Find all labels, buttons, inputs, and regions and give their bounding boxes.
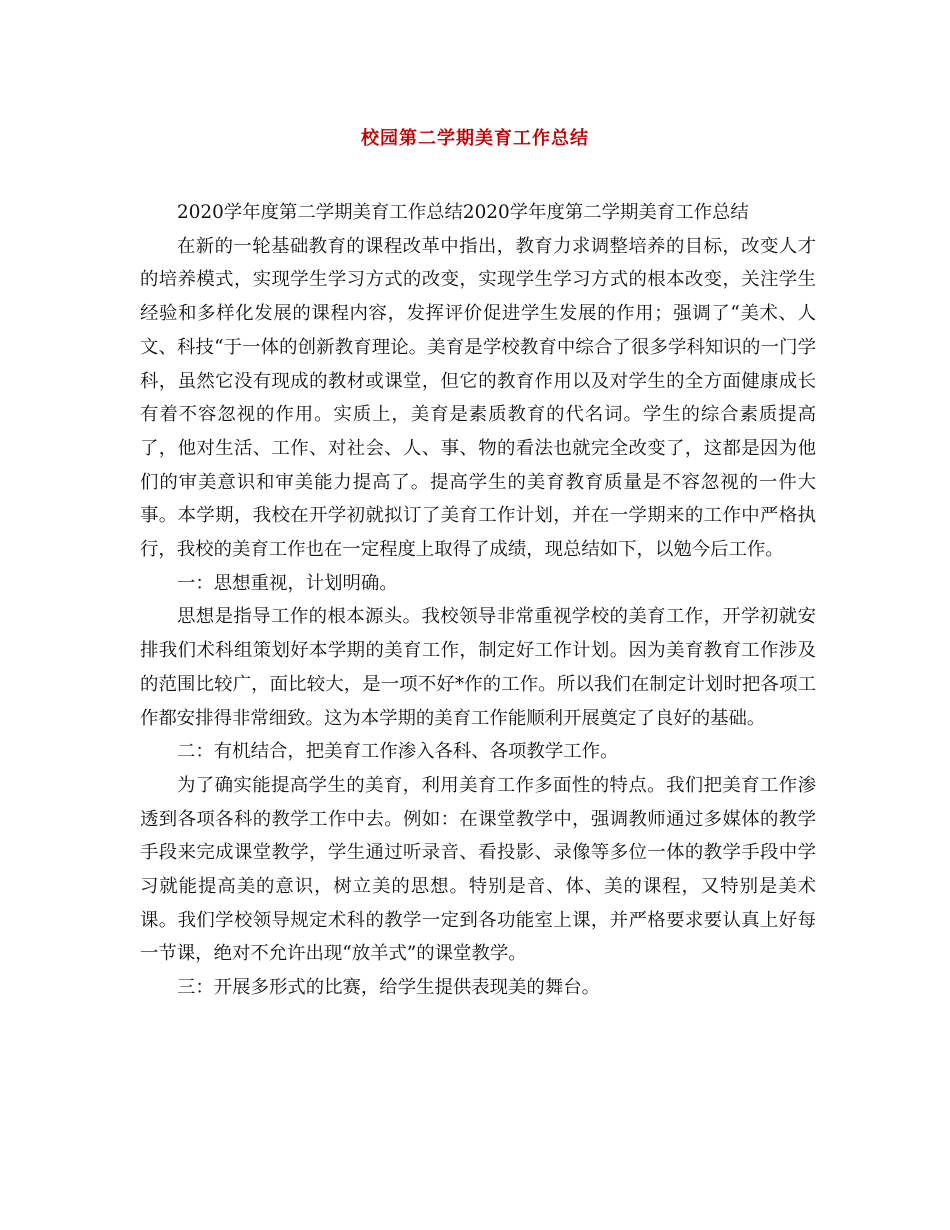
section-heading-1: 一：思想重视，计划明确。 xyxy=(177,572,398,594)
section-heading-3: 三：开展多形式的比赛，给学生提供表现美的舞台。 xyxy=(177,977,600,999)
paragraph-section-2: 为了确实能提高学生的美育，利用美育工作多面性的特点。我们把美育工作渗透到各项各科的教学工作中去。例如：在课堂教学中，强调教师通过多媒体的教学手段来完成课堂教学，学生通过听录音、看投影、录像等多位一体的教学手段中学习就能提高美的意识，树立美的思想。特别是音、体、美的课程，又特别是美术课。我们学校领导规定术科的教学一定到各功能室上课，并严格要求要认真上好每一节课，绝对不允许出现“放羊式”的课堂教学。 xyxy=(140,774,816,965)
document-body xyxy=(140,196,816,1005)
paragraph-introduction: 在新的一轮基础教育的课程改革中指出，教育力求调整培养的目标，改变人才的培养模式，实现学生学习方式的改变，实现学生学习方式的根本改变，关注学生经验和多样化发展的课程内容，发挥评价促进学生发展的作用；强调了“美术、人文、科技“于一体的创新教育理论。美育是学校教育中综合了很多学科知识的一门学科，虽然它没有现成的教材或课堂，但它的教育作用以及对学生的全方面健康成长有着不容忽视的作用。实质上，美育是素质教育的代名词。学生的综合素质提高了，他对生活、工作、对社会、人、事、物的看法也就完全改变了，这都是因为他们的审美意识和审美能力提高了。提高学生的美育教育质量是不容忽视的一件大事。本学期，我校在开学初就拟订了美育工作计划，并在一学期来的工作中严格执行，我校的美育工作也在一定程度上取得了成绩，现总结如下，以勉今后工作。 xyxy=(140,235,816,561)
paragraph-section-1: 思想是指导工作的根本源头。我校领导非常重视学校的美育工作，开学初就安排我们术科组策划好本学期的美育工作，制定好工作计划。因为美育教育工作涉及的范围比较广，面比较大，是一项不好*作的工作。所以我们在制定计划时把各项工作都安排得非常细致。这为本学期的美育工作能顺利开展奠定了良好的基础。 xyxy=(140,606,816,729)
section-heading-2: 二：有机结合，把美育工作渗入各科、各项教学工作。 xyxy=(177,741,619,763)
paragraph-heading-line: 2020学年度第二学期美育工作总结2020学年度第二学期美育工作总结 xyxy=(177,202,749,223)
document-title: 校园第二学期美育工作总结 xyxy=(361,128,589,149)
